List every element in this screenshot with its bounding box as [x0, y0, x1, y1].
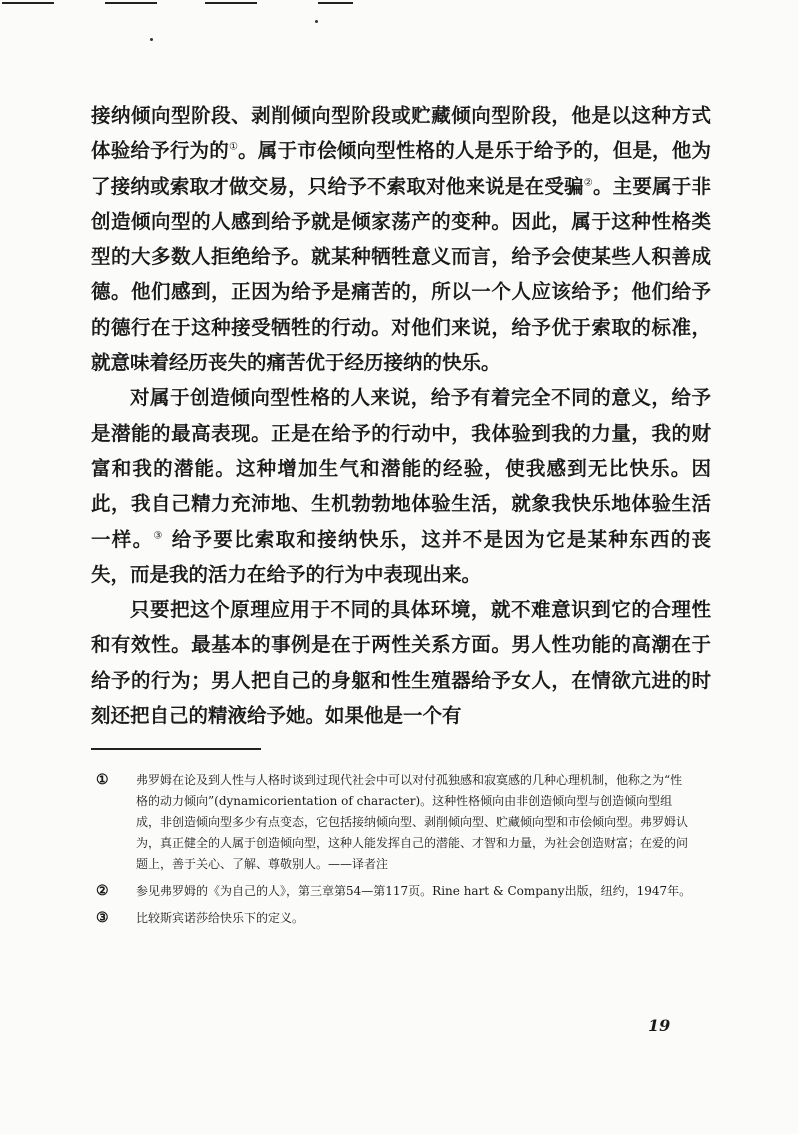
- scan-speck: [315, 20, 318, 23]
- footnote-ref-1[interactable]: ①: [228, 141, 239, 153]
- footnote-divider: [91, 748, 261, 750]
- scan-speck: [150, 38, 153, 41]
- footnote-marker: ③: [96, 910, 109, 926]
- footnotes: [96, 770, 694, 935]
- paragraph-1: [91, 98, 711, 380]
- footnote-text: 比较斯宾诺莎给快乐下的定义。: [136, 911, 305, 925]
- footnote-1: [96, 770, 694, 875]
- page-number: 19: [648, 1016, 671, 1035]
- body-text: [91, 98, 711, 733]
- footnote-text: 弗罗姆在论及到人性与人格时谈到过现代社会中可以对付孤独感和寂寞感的几种心理机制，他称之为“性格的动力倾向”(dynamicorientation of character)。这种性格倾向由非创造倾向型与创造倾向型组成，非创造倾向型多少有点变态，它包括接纳倾向型、剥削倾向型、贮藏倾向型和市侩倾向型。弗罗姆认为，真正健全的人属于创造倾向型，这种人能发挥自己的潜能、才智和力量，为社会创造财富；在爱的问题上，善于关心、了解、尊敬别人。——译者注: [136, 773, 689, 871]
- footnote-marker: ①: [96, 772, 109, 788]
- top-scan-line-1: [2, 2, 54, 4]
- paragraph-text: 只要把这个原理应用于不同的具体环境，就不难意识到它的合理性和有效性。最基本的事例是在于两性关系方面。男人性功能的高潮在于给予的行为；男人把自己的身躯和性生殖器给予女人，在情欲亢进的时刻还把自己的精液给予她。如果他是一个有: [91, 598, 711, 728]
- footnote-2: [96, 881, 694, 902]
- paragraph-text: 。属于市侩倾向型性格的人是乐于给予的，但是，他为了接纳或索取才做交易，只给予不索取对他来说是在受骗: [91, 139, 711, 198]
- footnote-ref-3[interactable]: ③: [153, 530, 164, 542]
- footnote-marker: ②: [96, 883, 109, 899]
- footnote-ref-2[interactable]: ②: [583, 177, 593, 189]
- top-scan-line-3: [205, 2, 257, 4]
- paragraph-text: 。主要属于非创造倾向型的人感到给予就是倾家荡产的变种。因此，属于这种性格类型的大多数人拒绝给予。就某种牺牲意义而言，给予会使某些人积善成德。他们感到，正因为给予是痛苦的，所以一个人应该给予；他们给予的德行在于这种接受牺牲的行动。对他们来说，给予优于索取的标准，就意味着经历丧失的痛苦优于经历接纳的快乐。: [91, 174, 711, 375]
- paragraph-text: 给予要比索取和接纳快乐，这并不是因为它是某种东西的丧失，而是我的活力在给予的行为中表现出来。: [91, 527, 711, 586]
- footnote-3: [96, 908, 694, 929]
- top-scan-line-2: [105, 2, 157, 4]
- paragraph-text: 对属于创造倾向型性格的人来说，给予有着完全不同的意义，给予是潜能的最高表现。正是在给予的行动中，我体验到我的力量，我的财富和我的潜能。这种增加生气和潜能的经验，使我感到无比快乐。因此，我自己精力充沛地、生机勃勃地体验生活，就象我快乐地体验生活一样。: [91, 386, 711, 551]
- paragraph-2: [91, 380, 711, 592]
- footnote-text: 参见弗罗姆的《为自己的人》，第三章第54—第117页。Rine hart & Company出版，纽约，1947年。: [136, 884, 692, 898]
- top-scan-line-4: [318, 2, 353, 4]
- paragraph-3: [91, 592, 711, 733]
- paragraph-text: 接纳倾向型阶段、剥削倾向型阶段或贮藏倾向型阶段，他是以这种方式体验给予行为的: [91, 104, 711, 163]
